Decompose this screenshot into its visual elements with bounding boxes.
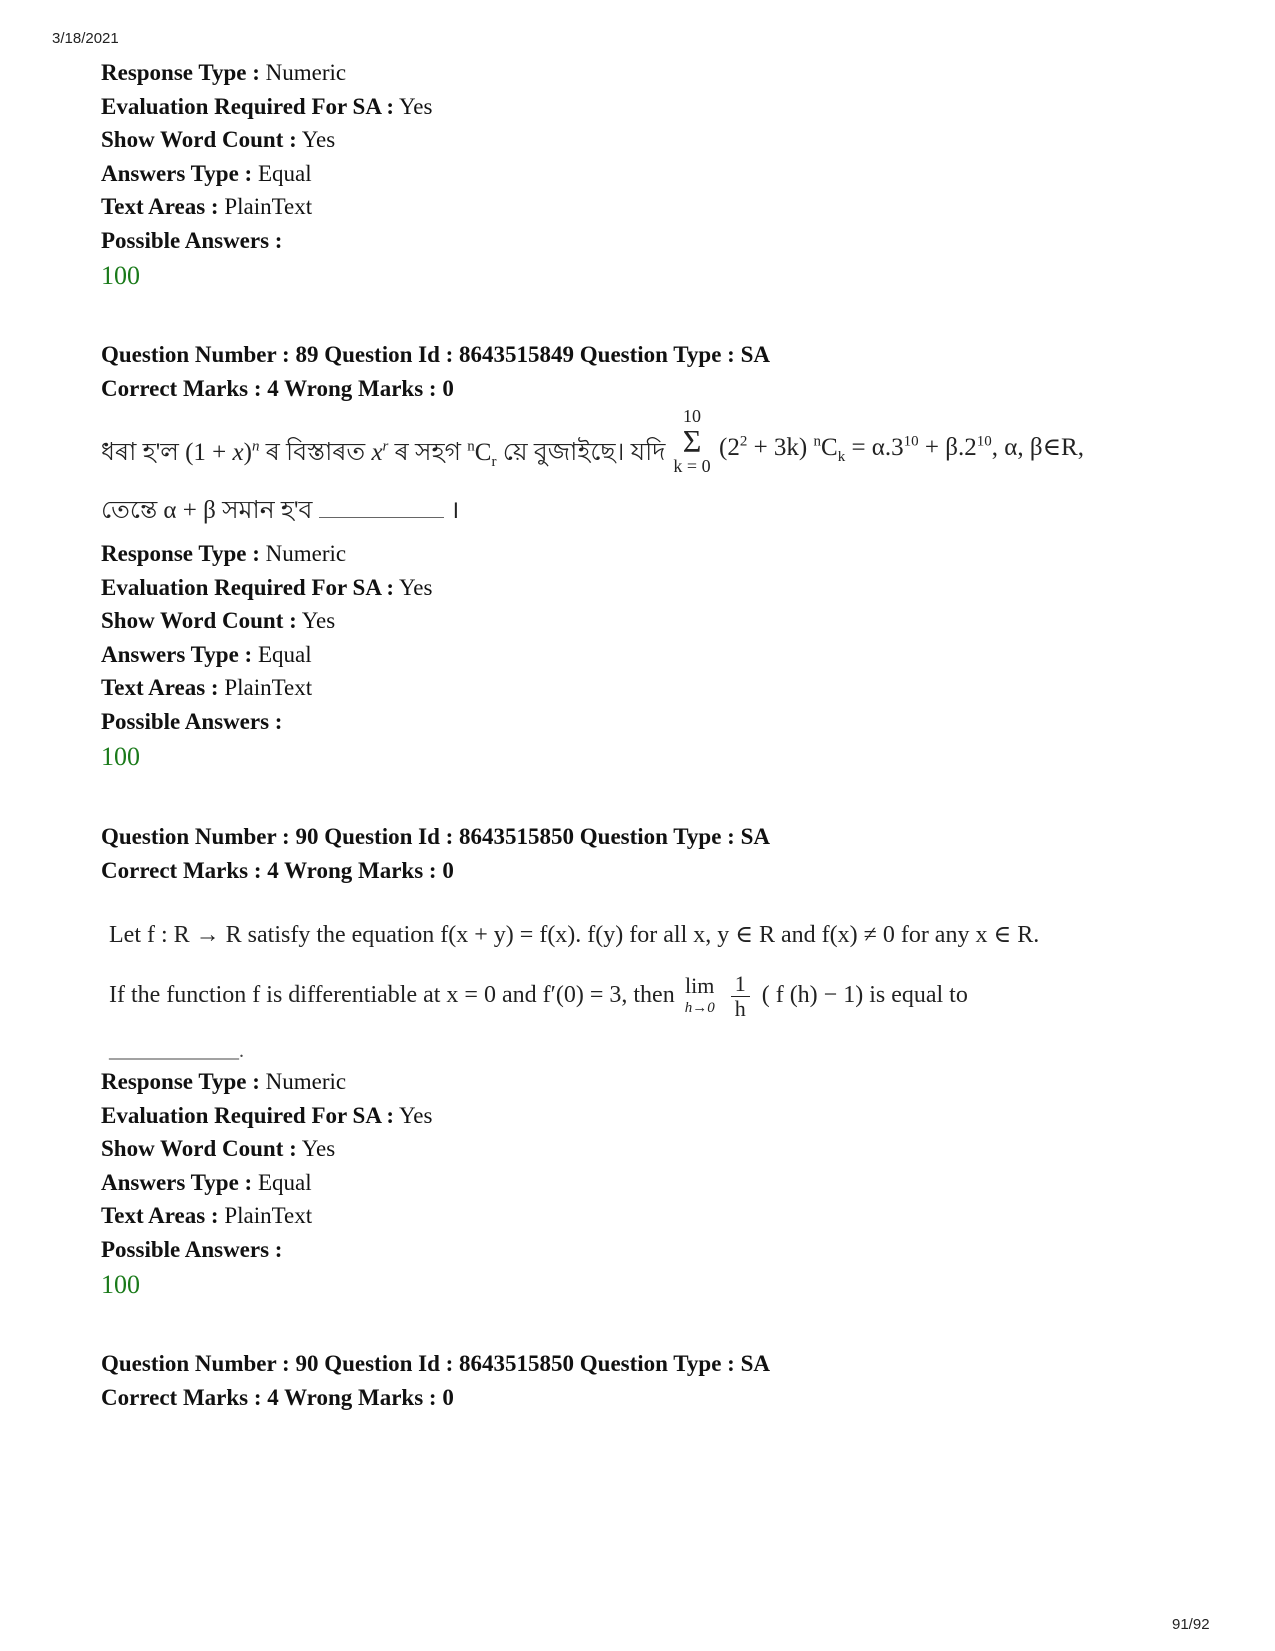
q89-text-e: য়ে বুজাইছে। যদি bbox=[496, 439, 666, 466]
possible-answer-value: 100 bbox=[101, 741, 140, 771]
eval-label: Evaluation Required For SA : bbox=[101, 93, 395, 119]
page-date: 3/18/2021 bbox=[52, 30, 119, 47]
answers-type-value: Equal bbox=[257, 641, 312, 667]
answers-type-value: Equal bbox=[257, 1169, 312, 1195]
response-type-label: Response Type : bbox=[101, 1069, 260, 1094]
possible-answers-row bbox=[101, 1233, 432, 1267]
q89-text-line2: তেন্তে α + β সমান হ'ব bbox=[101, 497, 313, 524]
text-areas-label: Text Areas : bbox=[101, 675, 219, 701]
response-type-label: Response Type : bbox=[101, 60, 260, 85]
possible-answers-row bbox=[101, 705, 432, 739]
response-type-row bbox=[101, 1065, 432, 1099]
word-count-value: Yes bbox=[301, 127, 336, 153]
q90-text-a: If the function f is differentiable at x = 0 and f′(0) = 3, then bbox=[109, 982, 675, 1009]
possible-answers-label: Possible Answers : bbox=[101, 227, 283, 253]
q89-question-image bbox=[101, 406, 1181, 547]
word-count-label: Show Word Count : bbox=[101, 1136, 297, 1162]
word-count-value: Yes bbox=[301, 1136, 336, 1162]
sigma-lower: k = 0 bbox=[673, 456, 711, 476]
answers-type-row bbox=[101, 638, 432, 672]
text-areas-label: Text Areas : bbox=[101, 1203, 219, 1229]
q89-text-j: , α, β∈R, bbox=[991, 434, 1084, 461]
possible-answer-value: 100 bbox=[101, 260, 140, 290]
text-areas-row bbox=[101, 1199, 432, 1233]
question-marks: Correct Marks : 4 Wrong Marks : 0 bbox=[101, 857, 454, 883]
text-areas-row bbox=[101, 190, 432, 224]
q89-text-dari: । bbox=[449, 497, 460, 524]
eval-row bbox=[101, 90, 432, 124]
text-areas-row bbox=[101, 671, 432, 705]
response-type-row bbox=[101, 537, 432, 571]
page-number: 91/92 bbox=[1172, 1616, 1210, 1633]
text-areas-value: PlainText bbox=[224, 194, 313, 220]
answer-blank bbox=[319, 499, 444, 518]
question-heading: Question Number : 90 Question Id : 8643515850 Question Type : SA bbox=[101, 824, 770, 849]
limit-expression bbox=[684, 972, 715, 1019]
answers-type-row bbox=[101, 1166, 432, 1200]
lim-subscript: h→0 bbox=[684, 999, 715, 1016]
response-type-value: Numeric bbox=[265, 541, 347, 566]
q89-text-d: ৰ সহগ bbox=[388, 439, 468, 466]
response-type-row bbox=[101, 56, 432, 90]
q89-text-c: ৰ বিস্তাৰত bbox=[259, 439, 372, 466]
q89-header bbox=[101, 338, 770, 405]
eval-value: Yes bbox=[399, 93, 433, 119]
response-type-value: Numeric bbox=[265, 1069, 347, 1094]
answers-type-label: Answers Type : bbox=[101, 1169, 253, 1195]
fraction-denominator: h bbox=[734, 996, 746, 1021]
q90-line-1: Let f : R → R satisfy the equation f(x + y) = f(x). f(y) for all x, y ∈ R and f(x) ≠ 0 for any x ∈ R. bbox=[109, 922, 1040, 948]
possible-answer-value: 100 bbox=[101, 1269, 140, 1299]
possible-answers-label: Possible Answers : bbox=[101, 708, 283, 734]
answers-type-row bbox=[101, 157, 432, 191]
possible-answers-label: Possible Answers : bbox=[101, 1236, 283, 1262]
text-areas-value: PlainText bbox=[224, 1203, 313, 1229]
q89-text-f: (2 bbox=[719, 434, 740, 461]
q89-line-1-right: $(2^2 + 3k) ^nC_k = \alpha.3^{10} + \beta.2^{10}$, α, β∈R, bbox=[719, 433, 1084, 465]
q90-meta-block bbox=[101, 1065, 432, 1303]
response-type-label: Response Type : bbox=[101, 541, 260, 566]
word-count-row bbox=[101, 1132, 432, 1166]
question-marks: Correct Marks : 4 Wrong Marks : 0 bbox=[101, 375, 454, 401]
text-areas-value: PlainText bbox=[224, 675, 313, 701]
eval-value: Yes bbox=[399, 1102, 433, 1128]
lim-label: lim bbox=[685, 972, 715, 998]
sigma-symbol: Σ bbox=[682, 423, 702, 459]
answers-type-label: Answers Type : bbox=[101, 160, 253, 186]
q90-line-2 bbox=[109, 972, 968, 1021]
q89-text-a: ধৰা হ'ল (1 + bbox=[101, 439, 233, 466]
q89-text-b: ) bbox=[243, 439, 252, 466]
q89-meta-block bbox=[101, 537, 432, 775]
response-type-value: Numeric bbox=[265, 60, 347, 85]
question-heading: Question Number : 89 Question Id : 8643515849 Question Type : SA bbox=[101, 342, 770, 367]
sigma-upper: 10 bbox=[683, 406, 701, 426]
eval-row bbox=[101, 571, 432, 605]
word-count-label: Show Word Count : bbox=[101, 127, 297, 153]
eval-label: Evaluation Required For SA : bbox=[101, 574, 395, 600]
q89-line-1: ধৰা হ'ল $(1 + x)^n$ ৰ বিস্তাৰত $x^r$ ৰ সহগ $^nC_r$ য়ে বুজাইছে। যদি bbox=[101, 438, 666, 470]
answers-type-value: Equal bbox=[257, 160, 312, 186]
q89-text-h: = α.3 bbox=[845, 434, 904, 461]
question-heading: Question Number : 90 Question Id : 8643515850 Question Type : SA bbox=[101, 1351, 770, 1376]
answers-type-label: Answers Type : bbox=[101, 641, 253, 667]
q90-header bbox=[101, 820, 770, 887]
eval-row bbox=[101, 1099, 432, 1133]
eval-value: Yes bbox=[399, 574, 433, 600]
fraction bbox=[731, 972, 750, 1021]
q90-line-3: _____________. bbox=[109, 1040, 244, 1062]
word-count-row bbox=[101, 604, 432, 638]
q89-line-2 bbox=[101, 490, 459, 533]
q90b-header bbox=[101, 1347, 770, 1414]
q89-sigma bbox=[667, 406, 717, 476]
top-meta-block bbox=[101, 56, 432, 294]
eval-label: Evaluation Required For SA : bbox=[101, 1102, 395, 1128]
q90-text-b: ( f (h) − 1) is equal to bbox=[761, 982, 968, 1009]
q89-text-g: + 3k) bbox=[747, 434, 814, 461]
word-count-label: Show Word Count : bbox=[101, 608, 297, 634]
fraction-numerator: 1 bbox=[731, 972, 750, 997]
question-marks: Correct Marks : 4 Wrong Marks : 0 bbox=[101, 1384, 454, 1410]
word-count-row bbox=[101, 123, 432, 157]
q89-text-i: + β.2 bbox=[918, 434, 977, 461]
word-count-value: Yes bbox=[301, 608, 336, 634]
text-areas-label: Text Areas : bbox=[101, 194, 219, 220]
possible-answers-row bbox=[101, 224, 432, 258]
